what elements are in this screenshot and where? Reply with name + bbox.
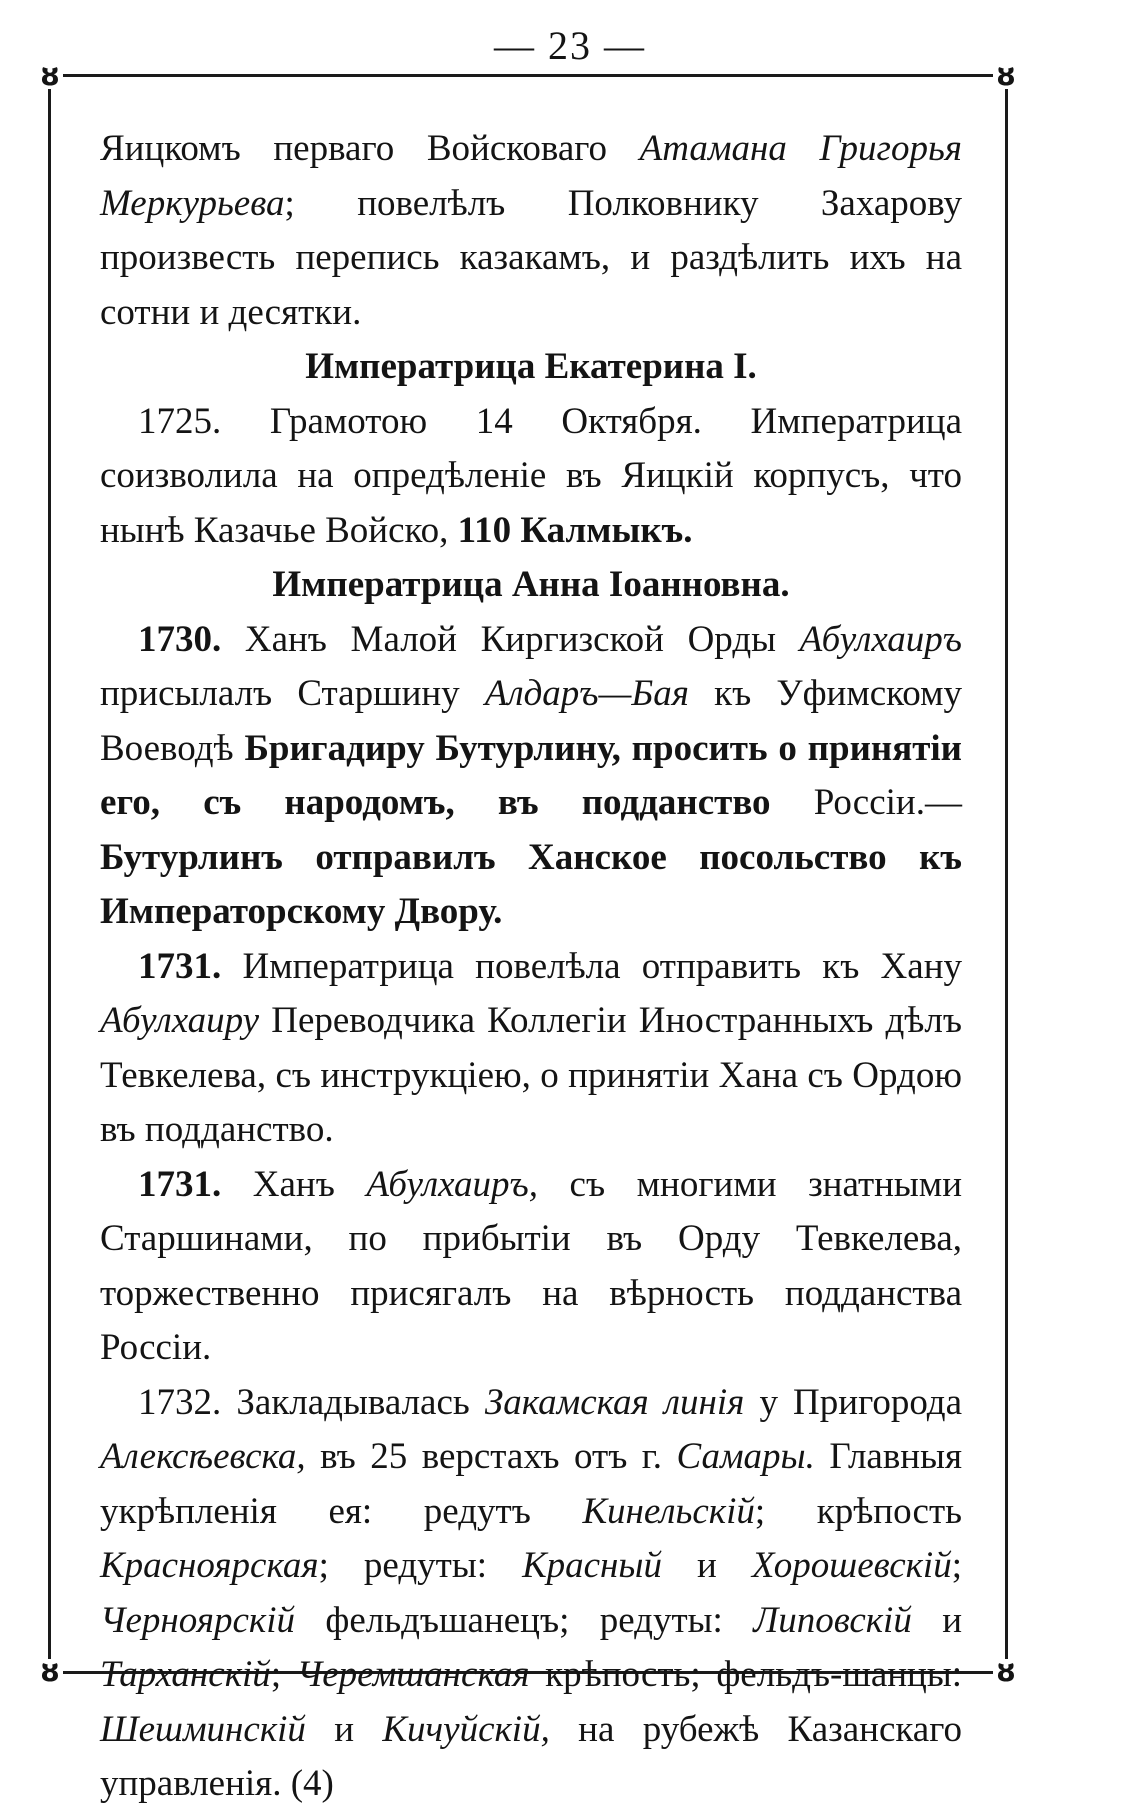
text-run: къ Уфимскому Воеводѣ <box>100 673 962 769</box>
page-number: — 23 — <box>494 23 646 68</box>
text-run: Ханъ Малой Киргизской Орды <box>221 618 800 660</box>
text-run: въ 25 верстахъ отъ г. <box>305 1436 677 1477</box>
italic-name: Абулхаиру <box>100 1000 260 1041</box>
text-run: Переводчика Коллегіи Иностранныхъ дѣлъ Тевкелева, съ инструкціею, о принятіи Хана съ Ордою въ подданство. <box>100 1000 962 1150</box>
entry-year: 1731. <box>138 1163 222 1205</box>
entry-year: 1725. <box>138 400 222 442</box>
italic-name: Кичуйскій, <box>382 1708 550 1750</box>
italic-name: Кинельскій <box>582 1490 755 1532</box>
text-run: и <box>305 1708 383 1750</box>
text-run: съ многими знатными Старшинами, по прибытіи въ Орду Тевкелева, торжественно присягалъ на вѣрность подданства Россіи. <box>100 1163 962 1368</box>
text-run: у Пригорода <box>744 1381 963 1423</box>
text-run: Яицкомъ перваго Войсковаго <box>100 128 640 169</box>
entry-year: 1731. <box>138 945 222 987</box>
bold-run: Бригадиру Бутурлину, просить о принятіи его, съ народомъ, въ подданство <box>100 727 962 823</box>
entry-1732 <box>100 1376 962 1812</box>
text-run: ; повелѣлъ Полковнику Захарову произвесть перепись казакамъ, и раздѣлить ихъ на сотни и десятки. <box>100 182 962 333</box>
italic-name: Красный <box>522 1545 662 1586</box>
entry-1730 <box>100 613 962 940</box>
entry-year: 1732. <box>138 1381 222 1423</box>
section-heading-catherine: Императрица Екатерина I. <box>305 346 757 387</box>
text-run: присылалъ Старшину <box>100 673 485 714</box>
text-run: и <box>911 1599 962 1641</box>
corner-ornament-bottom-right: ȣ <box>993 1659 1019 1685</box>
italic-name: Абулхаиръ, <box>366 1163 539 1205</box>
italic-name: Алексѣевска, <box>100 1436 306 1477</box>
bold-run: 110 Калмыкъ. <box>457 509 693 551</box>
italic-name: Алдаръ—Бая <box>484 673 689 714</box>
text-run: фельдъшанецъ; редуты: <box>295 1599 754 1641</box>
entry-1731-a <box>100 940 962 1158</box>
text-run: ; <box>951 1545 962 1586</box>
italic-name: Красноярская <box>100 1545 319 1586</box>
italic-name: Абулхаиръ <box>799 618 962 660</box>
text-run: ; <box>270 1654 297 1695</box>
entry-1731-b <box>100 1158 962 1376</box>
italic-name: Закамская линія <box>484 1381 745 1423</box>
italic-name: Черноярскій <box>100 1599 295 1641</box>
italic-name: Самары. <box>676 1436 815 1477</box>
italic-name: Липовскій <box>753 1599 912 1641</box>
bold-run: Бутурлинъ отправилъ Ханское посольство къ Императорскому Двору. <box>100 836 962 932</box>
text-run: крѣпость; фельдъ-шанцы: <box>529 1654 962 1695</box>
paragraph-continuation <box>100 122 962 340</box>
italic-name: Шешминскій <box>100 1708 306 1750</box>
text-run: Ханъ <box>221 1163 367 1205</box>
section-heading-anna: Императрица Анна Іоанновна. <box>272 564 790 605</box>
corner-ornament-top-left: ȣ <box>37 63 63 89</box>
italic-name: Черемшанская <box>296 1654 530 1695</box>
text-run: Грамотою 14 Октября. Императрица соизволила на опредѣленіе въ Яицкій корпусъ, что нынѣ Казачье Войско, <box>100 400 962 551</box>
italic-name: Тарханскій <box>100 1654 271 1695</box>
text-run: на рубежѣ Казанскаго управленія. (4) <box>100 1708 962 1804</box>
text-run: ; редуты: <box>318 1545 523 1586</box>
text-run: Россіи.— <box>770 782 962 823</box>
corner-ornament-top-right: ȣ <box>993 63 1019 89</box>
text-run: Главныя укрѣпленія ея: редутъ <box>100 1436 962 1532</box>
entry-1725 <box>100 395 962 559</box>
page-text <box>100 122 962 1812</box>
italic-name: Атамана Григорья Меркурьева <box>100 128 962 224</box>
entry-year: 1730. <box>138 618 222 660</box>
text-run: Закладывалась <box>221 1381 485 1423</box>
text-run: и <box>661 1545 752 1586</box>
italic-name: Хорошевскій <box>751 1545 952 1586</box>
text-run: Императрица повелѣла отправить къ Хану <box>221 945 962 987</box>
text-run: ; крѣпость <box>754 1490 962 1532</box>
corner-ornament-bottom-left: ȣ <box>37 1659 63 1685</box>
